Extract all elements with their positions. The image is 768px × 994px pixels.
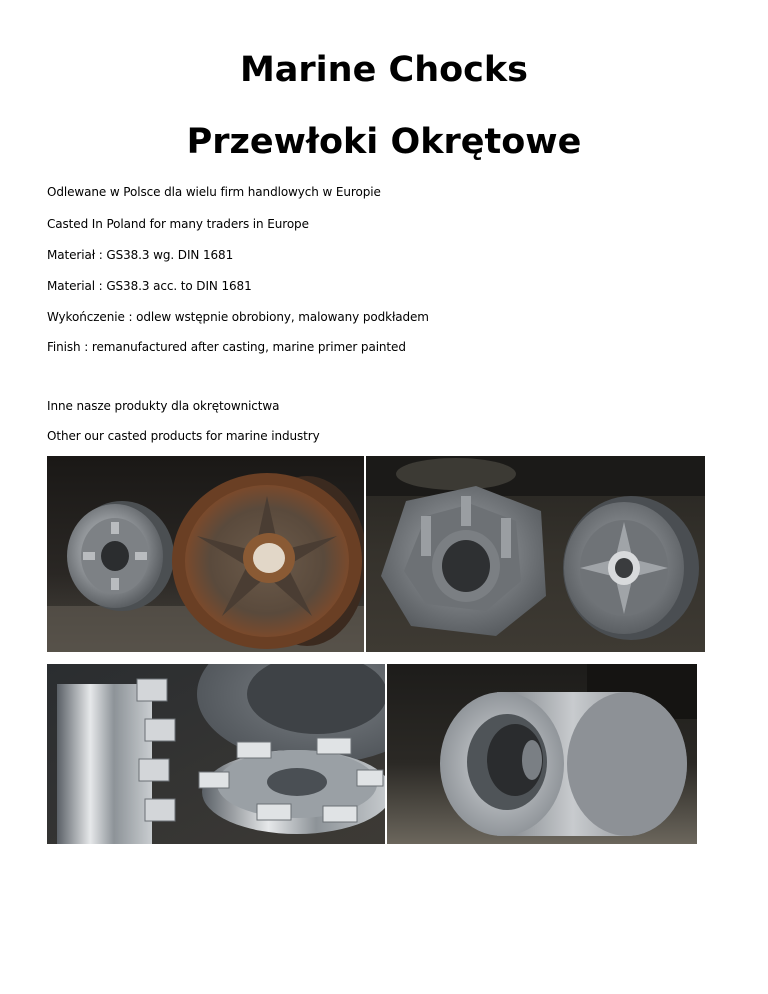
cast-wheels-photo xyxy=(47,456,364,652)
cast-housing-and-wheel-photo xyxy=(366,456,705,652)
text-line-cast-en: Casted In Poland for many traders in Europe xyxy=(47,217,309,231)
text-line-cast-pl: Odlewane w Polsce dla wielu firm handlowych w Europie xyxy=(47,185,381,199)
text-line-material-pl: Materiał : GS38.3 wg. DIN 1681 xyxy=(47,248,234,262)
text-line-other-products-pl: Inne nasze produkty dla okrętownictwa xyxy=(47,399,280,413)
title-english: Marine Chocks xyxy=(239,50,529,90)
text-line-finish-pl: Wykończenie : odlew wstępnie obrobiony, malowany podkładem xyxy=(47,310,429,324)
title-polish: Przewłoki Okrętowe xyxy=(186,122,582,162)
text-line-other-products-en: Other our casted products for marine industry xyxy=(47,429,320,443)
text-line-material-en: Material : GS38.3 acc. to DIN 1681 xyxy=(47,279,252,293)
text-line-finish-en: Finish : remanufactured after casting, marine primer painted xyxy=(47,340,406,354)
machined-bushing-photo xyxy=(387,664,697,844)
machined-gear-castings-photo xyxy=(47,664,385,844)
